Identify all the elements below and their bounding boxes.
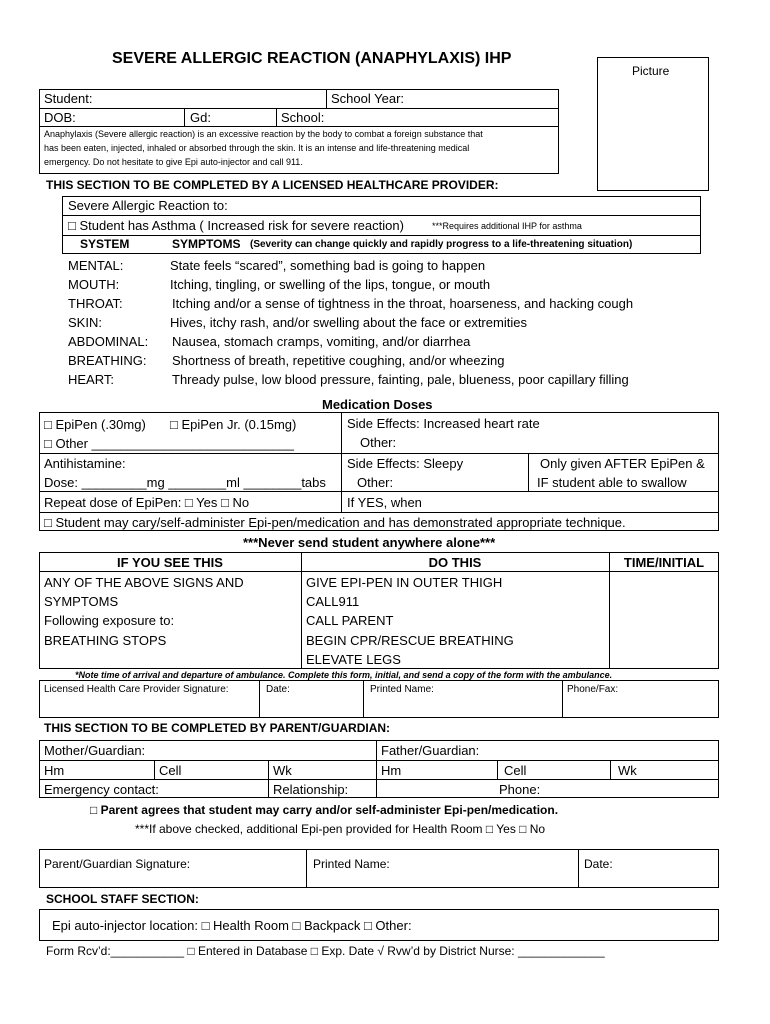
staff-section-heading: SCHOOL STAFF SECTION: bbox=[46, 892, 199, 906]
symptom-mouth: Itching, tingling, or swelling of the lips, tongue, or mouth bbox=[170, 277, 491, 292]
header-time-initial: TIME/INITIAL bbox=[623, 555, 705, 570]
father-cell-phone[interactable]: Cell bbox=[504, 763, 527, 778]
ambulance-note: *Note time of arrival and departure of ambulance. Complete this form, initial, and send a copy of the form with the ambulance. bbox=[75, 670, 613, 680]
parent-signature-field[interactable]: Parent/Guardian Signature: bbox=[44, 857, 191, 871]
parent-section-heading: THIS SECTION TO BE COMPLETED BY PARENT/GUARDIAN: bbox=[44, 721, 391, 735]
epipen-jr-checkbox[interactable]: □ EpiPen Jr. (0.15mg) bbox=[170, 417, 297, 432]
symptom-skin: Hives, itchy rash, and/or swelling about the face or extremities bbox=[170, 315, 527, 330]
if-yes-when-field[interactable]: If YES, when bbox=[347, 495, 422, 510]
staff-footer[interactable]: Form Rcv’d:___________ □ Entered in Database □ Exp. Date √ Rvw’d by District Nurse: _____________ bbox=[46, 944, 605, 958]
system-heart: HEART: bbox=[68, 372, 114, 387]
emergency-phone-field[interactable]: Phone: bbox=[499, 782, 541, 797]
provider-signature-field[interactable]: Licensed Health Care Provider Signature: bbox=[44, 684, 229, 695]
school-year-field[interactable]: School Year: bbox=[331, 91, 405, 106]
side-effects-antihistamine: Side Effects: Sleepy bbox=[347, 456, 464, 471]
system-breathing: BREATHING: bbox=[68, 353, 147, 368]
father-home-phone[interactable]: Hm bbox=[381, 763, 402, 778]
father-work-phone[interactable]: Wk bbox=[618, 763, 637, 778]
other-side-effects-2[interactable]: Other: bbox=[357, 475, 394, 490]
system-abdominal: ABDOMINAL: bbox=[68, 334, 149, 349]
relationship-field[interactable]: Relationship: bbox=[273, 782, 349, 797]
do-line: ELEVATE LEGS bbox=[306, 652, 401, 667]
system-header: SYSTEM bbox=[80, 237, 130, 251]
grade-field[interactable]: Gd: bbox=[190, 110, 211, 125]
other-side-effects-1[interactable]: Other: bbox=[360, 435, 397, 450]
father-guardian-field[interactable]: Father/Guardian: bbox=[381, 743, 480, 758]
anaphylaxis-description-3: emergency. Do not hesitate to give Epi auto-injector and call 911. bbox=[44, 157, 303, 167]
header-if-you-see-this: IF YOU SEE THIS bbox=[117, 555, 223, 570]
emergency-contact-field[interactable]: Emergency contact: bbox=[44, 782, 159, 797]
anaphylaxis-description-2: has been eaten, injected, inhaled or absorbed through the skin. It is an intense and life-threatening medical bbox=[44, 143, 470, 153]
see-line: SYMPTOMS bbox=[44, 594, 119, 609]
parent-printed-name-field[interactable]: Printed Name: bbox=[313, 857, 390, 871]
provider-phone-fax-field[interactable]: Phone/Fax: bbox=[567, 684, 619, 695]
symptom-mental: State feels “scared”, something bad is going to happen bbox=[170, 258, 486, 273]
mother-home-phone[interactable]: Hm bbox=[44, 763, 65, 778]
asthma-checkbox[interactable]: □ Student has Asthma ( Increased risk for severe reaction) bbox=[68, 218, 404, 233]
epi-location-field[interactable]: Epi auto-injector location: □ Health Room □ Backpack □ Other: bbox=[52, 918, 412, 933]
do-line: CALL PARENT bbox=[306, 613, 394, 628]
do-line: CALL911 bbox=[306, 594, 360, 609]
mother-guardian-field[interactable]: Mother/Guardian: bbox=[44, 743, 146, 758]
see-line: Following exposure to: bbox=[44, 613, 175, 628]
repeat-dose-field[interactable]: Repeat dose of EpiPen: □ Yes □ No bbox=[44, 495, 250, 510]
header-do-this: DO THIS bbox=[428, 555, 482, 570]
provider-section-heading: THIS SECTION TO BE COMPLETED BY A LICENSED HEALTHCARE PROVIDER: bbox=[46, 178, 499, 192]
dose-field[interactable]: Dose: _________mg ________ml ________tabs bbox=[44, 475, 326, 490]
do-line: BEGIN CPR/RESCUE BREATHING bbox=[306, 633, 514, 648]
mother-cell-phone[interactable]: Cell bbox=[159, 763, 182, 778]
symptoms-header: SYMPTOMS bbox=[172, 237, 241, 251]
provider-printed-name-field[interactable]: Printed Name: bbox=[370, 684, 434, 695]
parent-date-field[interactable]: Date: bbox=[584, 857, 613, 871]
provider-date-field[interactable]: Date: bbox=[266, 684, 290, 695]
epipen-checkbox[interactable]: □ EpiPen (.30mg) bbox=[44, 417, 146, 432]
self-administer-checkbox[interactable]: □ Student may cary/self-administer Epi-pen/medication and has demonstrated appropriate technique. bbox=[44, 515, 626, 530]
time-initial-cell[interactable] bbox=[612, 575, 716, 665]
dob-field[interactable]: DOB: bbox=[44, 110, 76, 125]
additional-epipen-note[interactable]: ***If above checked, additional Epi-pen provided for Health Room □ Yes □ No bbox=[135, 822, 546, 836]
system-mouth: MOUTH: bbox=[68, 277, 120, 292]
only-given-note-2: IF student able to swallow bbox=[537, 475, 687, 490]
other-medication-field[interactable]: □ Other ____________________________ bbox=[44, 436, 295, 451]
page-title: SEVERE ALLERGIC REACTION (ANAPHYLAXIS) IHP bbox=[112, 50, 512, 67]
do-line: GIVE EPI-PEN IN OUTER THIGH bbox=[306, 575, 503, 590]
never-send-alone: ***Never send student anywhere alone*** bbox=[243, 535, 496, 550]
student-field[interactable]: Student: bbox=[44, 91, 93, 106]
medication-heading: Medication Doses bbox=[322, 397, 433, 412]
system-mental: MENTAL: bbox=[68, 258, 124, 273]
see-line: ANY OF THE ABOVE SIGNS AND bbox=[44, 575, 244, 590]
mother-work-phone[interactable]: Wk bbox=[273, 763, 292, 778]
parent-agrees-checkbox[interactable]: □ Parent agrees that student may carry and/or self-administer Epi-pen/medication. bbox=[90, 803, 559, 817]
symptom-throat: Itching and/or a sense of tightness in the throat, hoarseness, and hacking cough bbox=[172, 296, 634, 311]
system-skin: SKIN: bbox=[68, 315, 102, 330]
only-given-note-1: Only given AFTER EpiPen & bbox=[540, 456, 705, 471]
symptom-abdominal: Nausea, stomach cramps, vomiting, and/or diarrhea bbox=[172, 334, 471, 349]
system-throat: THROAT: bbox=[68, 296, 123, 311]
severe-reaction-to-field[interactable]: Severe Allergic Reaction to: bbox=[68, 198, 228, 213]
anaphylaxis-description-1: Anaphylaxis (Severe allergic reaction) is an excessive reaction by the body to combat a foreign substance that bbox=[44, 129, 483, 139]
picture-label: Picture bbox=[632, 64, 670, 78]
asthma-note: ***Requires additional IHP for asthma bbox=[432, 221, 582, 231]
symptom-heart: Thready pulse, low blood pressure, fainting, pale, blueness, poor capillary filling bbox=[172, 372, 629, 387]
see-line: BREATHING STOPS bbox=[44, 633, 167, 648]
school-field[interactable]: School: bbox=[281, 110, 325, 125]
side-effects-epipen: Side Effects: Increased heart rate bbox=[347, 416, 540, 431]
symptom-breathing: Shortness of breath, repetitive coughing, and/or wheezing bbox=[172, 353, 505, 368]
symptoms-header-note: (Severity can change quickly and rapidly progress to a life-threatening situation) bbox=[250, 239, 633, 250]
antihistamine-label: Antihistamine: bbox=[44, 456, 126, 471]
